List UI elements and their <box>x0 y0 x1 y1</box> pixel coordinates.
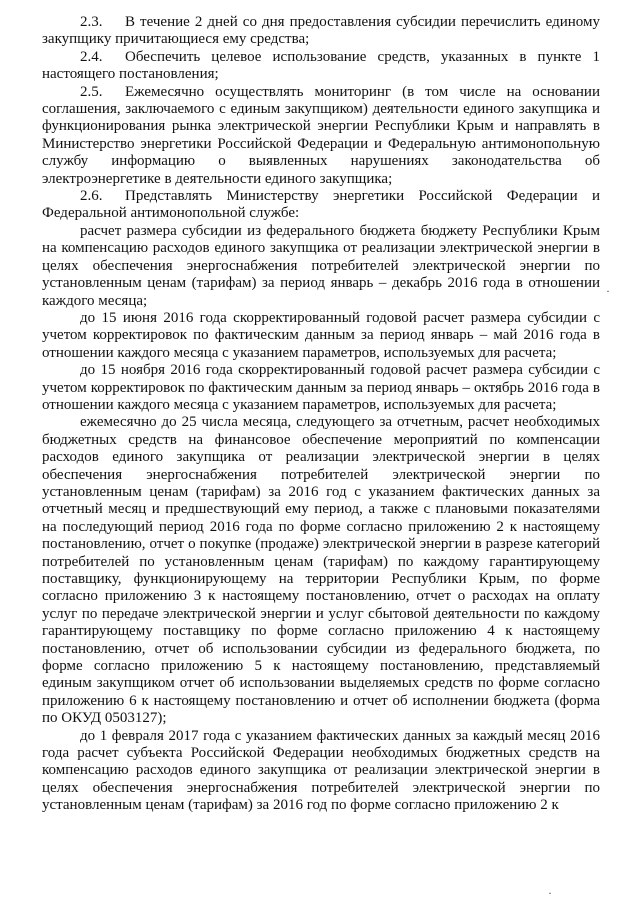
paragraph-number: 2.3. <box>80 14 103 30</box>
paragraph-2-6 <box>42 188 600 223</box>
paragraph-monthly: ежемесячно до 25 числа месяца, следующего за отчетным, расчет необходимых бюджетных средств на финансовое обеспечение мероприятий по компенсации расходов единого закупщика от реализации электрической энергии в целях обеспечения энергоснабжения потребителей электрической энергии по установленным ценам (тарифам) за 2016 год с указанием фактических данных за отчетный месяц и предшествующий ему период, а также с плановыми показателями на последующий период 2016 года по форме согласно приложению 2 к настоящему постановлению, отчет о покупке (продаже) электрической энергии в разрезе категорий потребителей по установленным ценам (тарифам) по каждому гарантирующему поставщику, функционирующему на территории Республики Крым, по форме согласно приложению 3 к настоящему постановлению, отчет о расходах на оплату услуг по передаче электрической энергии и услуг сбытовой деятельности по каждому гарантирующему поставщику по форме согласно приложению 4 к настоящему постановлению, отчет об использовании субсидии из федерального бюджета, по форме согласно приложению 5 к настоящему постановлению, представляемый единым закупщиком отчет об использовании выделяемых средств по форме согласно приложению 6 к настоящему постановлению и отчет об исполнении бюджета (форма по ОКУД 0503127); <box>42 414 600 727</box>
paragraph-june: до 15 июня 2016 года скорректированный годовой расчет размера субсидии с учетом корректировок по фактическим данным за период январь – май 2016 года в отношении каждого месяца с указанием параметров, используемых для расчета; <box>42 309 600 361</box>
paragraph-february: до 1 февраля 2017 года с указанием фактических данных за каждый месяц 2016 года расчет субъекта Российской Федерации необходимых бюджетных средств на компенсацию расходов единого закупщика от реализации электрической энергии в целях обеспечения энергоснабжения потребителей электрической энергии по установленным ценам (тарифам) за 2016 год по форме согласно приложению 2 к <box>42 727 600 814</box>
paragraph-number: 2.5. <box>80 83 103 100</box>
paragraph-number: 2.6. <box>80 188 103 205</box>
paragraph-2-4 <box>42 49 600 84</box>
paragraph-2-5 <box>42 84 600 188</box>
paragraph-november: до 15 ноября 2016 года скорректированный годовой расчет размера субсидии с учетом корректировок по фактическим данным за период январь – октябрь 2016 года в отношении каждого месяца с указанием параметров, используемых для расчета; <box>42 362 600 413</box>
paragraph-text: В течение 2 дней со дня предоставления субсидии перечислить единому закупщику причитающиеся ему средства; <box>42 14 600 48</box>
paragraph-text: Представлять Министерству энергетики Российской Федерации и Федеральной антимонопольной службе: <box>42 188 600 222</box>
scan-mark: · <box>548 886 552 900</box>
paragraph-number: 2.4. <box>80 48 103 65</box>
paragraph-2-3 <box>42 14 600 49</box>
paragraph-text: Обеспечить целевое использование средств, указанных в пункте 1 настоящего постановления; <box>42 48 600 83</box>
document-page <box>42 14 600 815</box>
scan-mark: · <box>606 284 610 298</box>
paragraph-subsidy-calc: расчет размера субсидии из федерального бюджета бюджету Республики Крым на компенсацию расходов единого закупщика от реализации электрической энергии в целях обеспечения энергоснабжения потребителей электрической энергии по установленным ценам (тарифам) за период январь – декабрь 2016 года в отношении каждого месяца; <box>42 222 600 309</box>
paragraph-text: Ежемесячно осуществлять мониторинг (в том числе на основании соглашения, заключаемого с единым закупщиком) деятельности единого закупщика и функционирования рынка электрической энергии Республики Крым и направлять в Министерство энергетики Российской Федерации и Федеральную антимонопольную службу информацию о выявленных нарушениях законодательства об электроэнергетике в деятельности единого закупщика; <box>42 83 600 187</box>
